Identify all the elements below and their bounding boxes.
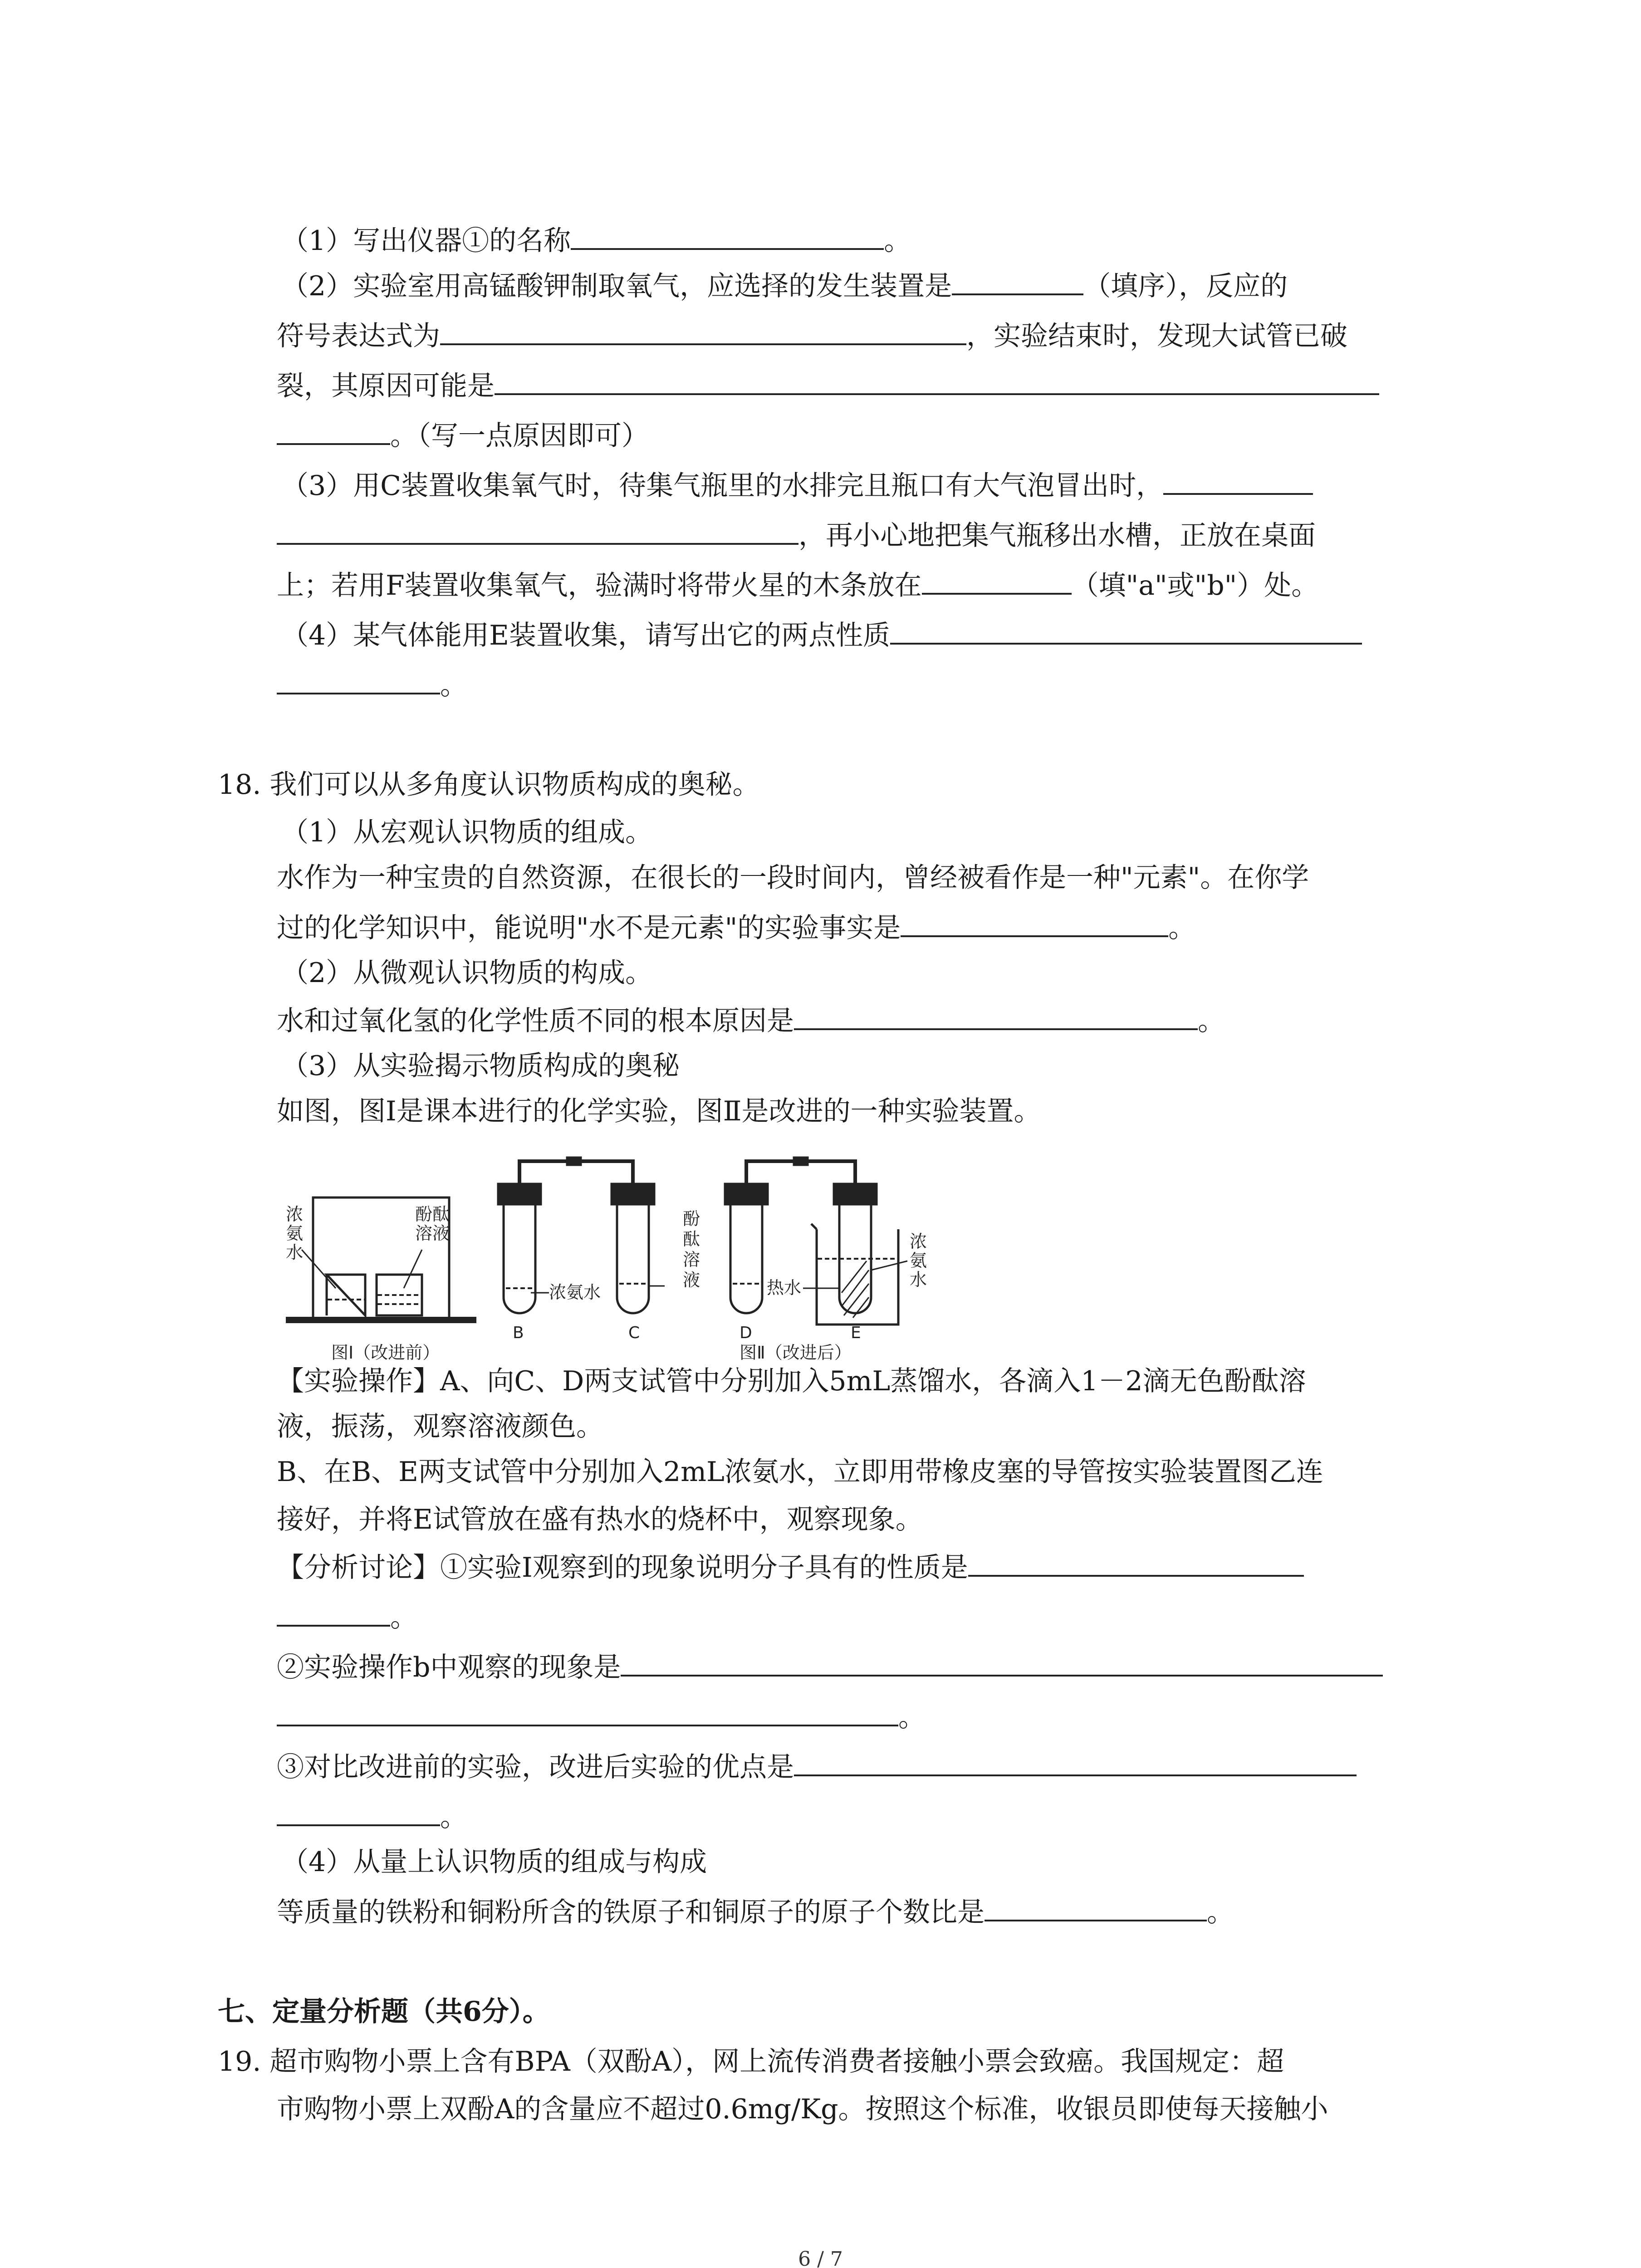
answer-blank[interactable] (571, 220, 884, 250)
label-ammonia-right: 浓 (910, 1232, 927, 1251)
answer-blank[interactable] (440, 315, 966, 345)
label-hot-water: 热水 (767, 1278, 802, 1298)
hot-water-beaker (811, 1224, 898, 1325)
q19-line2: 市购物小票上双酚A的含量应不超过0.6mg/Kg。按照这个标准，收银员即使每天接触小 (277, 2093, 1328, 2125)
q18-operation-b-line1: B、在B、E两支试管中分别加入2mL浓氨水，立即用带橡皮塞的导管按实验装置图乙连 (277, 1456, 1323, 1488)
label-ammonia-left: 浓 (286, 1204, 304, 1224)
test-tube-e (839, 1202, 871, 1313)
answer-blank[interactable] (968, 1547, 1304, 1577)
q18-sub3: （3）从实验揭示物质构成的奥秘 (281, 1050, 680, 1082)
answer-blank[interactable] (277, 1696, 898, 1726)
label-phenolphthalein-left: 酚酞 (415, 1204, 450, 1224)
answer-blank[interactable] (985, 1892, 1207, 1921)
q18-sub1: （1）从宏观认识物质的组成。 (281, 816, 653, 848)
q18-analysis-3-cont: 。 (277, 1796, 467, 1835)
label-tube-d: D (740, 1324, 752, 1342)
stopper-e (834, 1184, 877, 1204)
q17-part2-line4: 。（写一点原因即可） (277, 415, 649, 454)
q18-operation-a-line1: 【实验操作】A、向C、D两支试管中分别加入5mL蒸馏水，各滴入1－2滴无色酚酞溶 (277, 1365, 1306, 1397)
caption-figure-2: 图Ⅱ（改进后） (740, 1343, 852, 1363)
label-ammonia-bc: 浓氨水 (549, 1282, 601, 1302)
test-tube-d (730, 1202, 762, 1313)
svg-text:液: 液 (683, 1270, 700, 1290)
q18-sub2: （2）从微观认识物质的构成。 (281, 957, 653, 989)
answer-blank[interactable] (277, 1796, 440, 1826)
answer-blank[interactable] (901, 907, 1168, 937)
answer-blank[interactable] (495, 365, 1379, 395)
beaker-left (327, 1275, 365, 1315)
q17-part2-line1: （2）实验室用高锰酸钾制取氧气，应选择的发生装置是 （填序），反应的 (281, 265, 1288, 304)
svg-text:酞: 酞 (683, 1229, 700, 1249)
q18-analysis-2: ②实验操作b中观察的现象是 (277, 1647, 1383, 1686)
svg-text:溶: 溶 (683, 1250, 700, 1270)
q18-sub4-text: 等质量的铁粉和铜粉所含的铁原子和铜原子的原子个数比是 。 (277, 1892, 1234, 1931)
answer-blank[interactable] (1163, 465, 1313, 495)
answer-blank[interactable] (621, 1647, 1383, 1677)
answer-blank[interactable] (277, 665, 440, 694)
answer-blank[interactable] (277, 515, 798, 545)
answer-blank[interactable] (952, 265, 1083, 295)
q18-sub2-text: 水和过氧化氢的化学性质不同的根本原因是 。 (277, 1000, 1225, 1039)
label-tube-c: C (628, 1324, 640, 1342)
svg-text:水: 水 (910, 1270, 927, 1290)
experiment-figure (277, 1152, 966, 1374)
q17-part1: （1）写出仪器①的名称 。 (281, 220, 911, 259)
q18-title: 18. 我们可以从多角度认识物质构成的奥秘。 (218, 769, 760, 801)
connector-bc (567, 1158, 581, 1165)
q19-line1: 19. 超市购物小票上含有BPA（双酚A），网上流传消费者接触小票会致癌。我国规定：超 (218, 2046, 1284, 2077)
svg-text:溶液: 溶液 (415, 1223, 450, 1243)
answer-blank[interactable] (794, 1000, 1198, 1030)
label-tube-b: B (513, 1324, 524, 1342)
connector-de (794, 1158, 808, 1165)
q17-part4-line1: （4）某气体能用E装置收集，请写出它的两点性质 (281, 615, 1362, 654)
q17-part3-line3: 上；若用F装置收集氧气，验满时将带火星的木条放在 （填"a"或"b"）处。 (277, 565, 1318, 604)
stopper-d (725, 1184, 768, 1204)
page-number: 6 / 7 (798, 2248, 843, 2268)
q17-part3-line2: ，再小心地把集气瓶移出水槽，正放在桌面 (277, 515, 1316, 554)
answer-blank[interactable] (890, 615, 1362, 645)
answer-blank[interactable] (277, 415, 390, 445)
q18-analysis-1-cont: 。 (277, 1597, 417, 1636)
svg-text:氨: 氨 (910, 1251, 927, 1271)
q18-sub4: （4）从量上认识物质的组成与构成 (281, 1846, 707, 1878)
q18-sub1-text2: 过的化学知识中，能说明"水不是元素"的实验事实是 。 (277, 907, 1195, 946)
label-phenolphthalein-mid: 酚 (683, 1209, 700, 1229)
section-7-title: 七、定量分析题（共6分）。 (218, 1996, 550, 2028)
answer-blank[interactable] (277, 1597, 390, 1627)
stopper-b (498, 1184, 541, 1204)
stopper-c (612, 1184, 654, 1204)
q18-analysis-1: 【分析讨论】①实验I观察到的现象说明分子具有的性质是 (277, 1547, 1304, 1586)
svg-text:氨: 氨 (286, 1223, 304, 1243)
q18-operation-a-line2: 液，振荡，观察溶液颜色。 (277, 1411, 603, 1442)
caption-figure-1: 图I（改进前） (331, 1343, 440, 1363)
q18-analysis-3: ③对比改进前的实验，改进后实验的优点是 (277, 1746, 1357, 1785)
q17-part2-line3: 裂，其原因可能是 (277, 365, 1379, 404)
label-tube-e: E (851, 1324, 861, 1342)
answer-blank[interactable] (922, 565, 1072, 595)
svg-text:水: 水 (286, 1242, 304, 1262)
test-tube-c (617, 1202, 649, 1313)
q17-part4-line2: 。 (277, 665, 467, 704)
q18-analysis-2-cont: 。 (277, 1696, 926, 1735)
answer-blank[interactable] (794, 1746, 1357, 1776)
q18-operation-b-line2: 接好，并将E试管放在盛有热水的烧杯中，观察现象。 (277, 1504, 923, 1535)
q18-sub1-text1: 水作为一种宝贵的自然资源，在很长的一段时间内，曾经被看作是一种"元素"。在你学 (277, 862, 1309, 894)
test-tube-b (504, 1202, 535, 1313)
q18-sub3-text: 如图，图I是课本进行的化学实验，图Ⅱ是改进的一种实验装置。 (277, 1095, 1041, 1127)
q17-part2-line2: 符号表达式为 ，实验结束时，发现大试管已破 (277, 315, 1347, 354)
q17-part3-line1: （3）用C装置收集氧气时，待集气瓶里的水排完且瓶口有大气泡冒出时， (281, 465, 1313, 504)
